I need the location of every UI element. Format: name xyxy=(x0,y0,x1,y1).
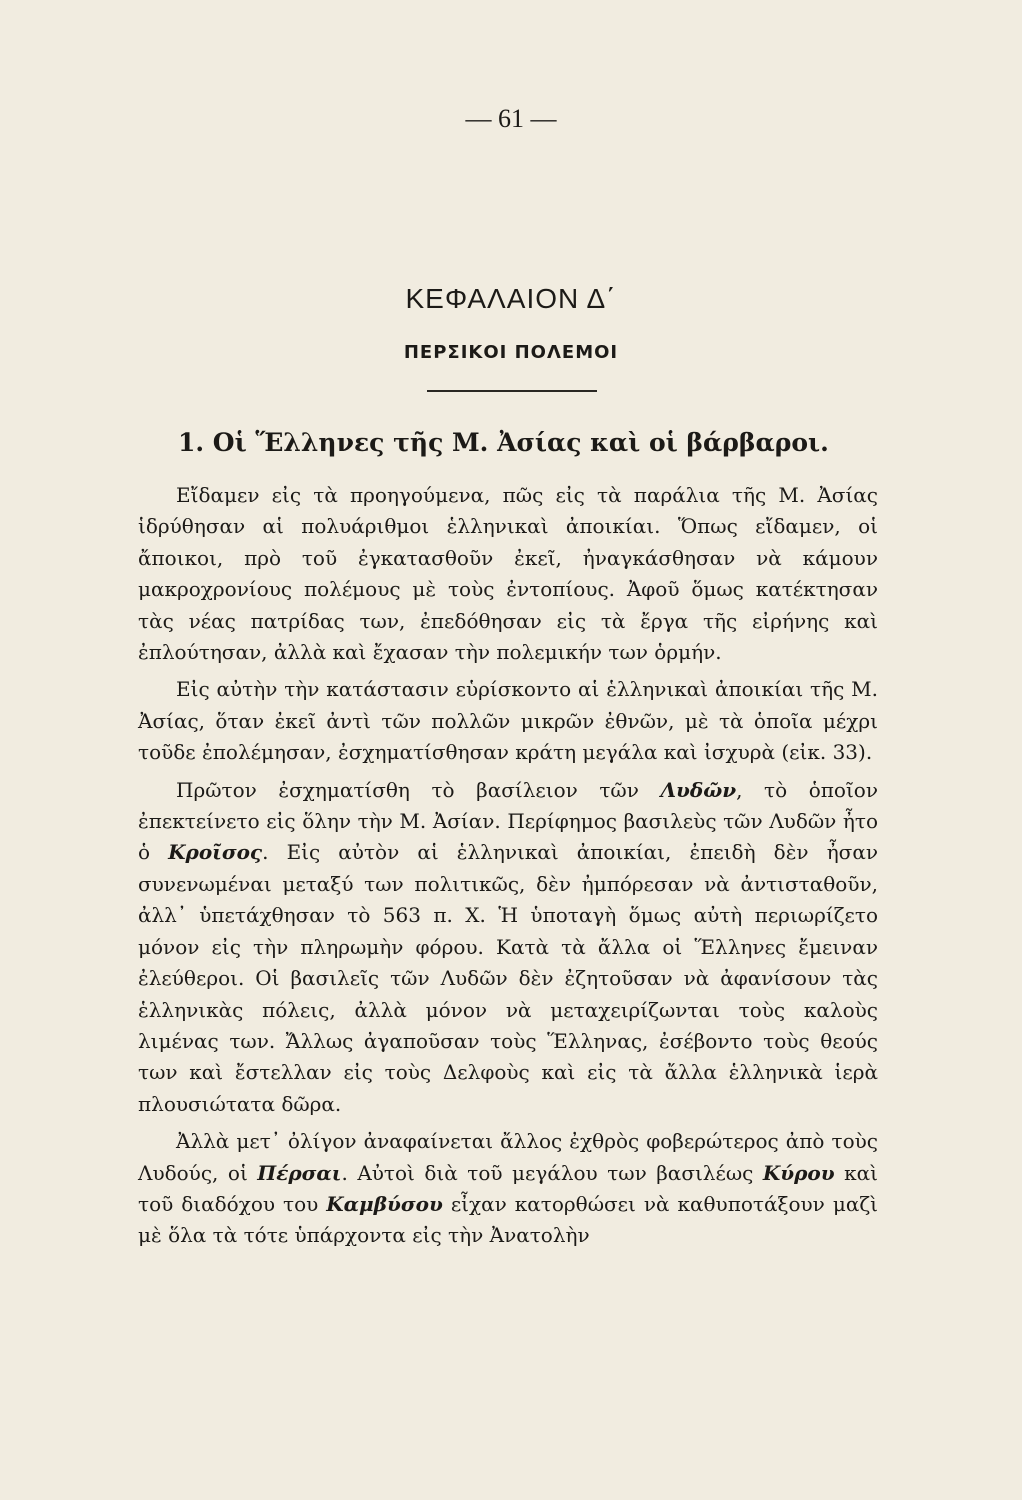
paragraph-text: Εἰς αὐτὴν τὴν κατάστασιν εὑρίσκοντο αἱ ἑλληνικαὶ ἀποικίαι τῆς Μ. Ἀσίας, ὅταν ἐκεῖ ἀντὶ τῶν πολλῶν μικρῶν ἐθνῶν, μὲ τὰ ὁποῖα μέχρι τοῦδε ἐπολέμησαν, ἐσχηματίσθησαν κράτη μεγάλα καὶ ἰσχυρὰ (εἰκ. 33). xyxy=(138,677,878,765)
emphasis-persians: Πέρσαι xyxy=(257,1160,342,1185)
emphasis-croesus: Κροῖσος xyxy=(168,840,263,865)
paragraph-text: . Αὐτοὶ διὰ τοῦ μεγάλου των βασιλέως xyxy=(341,1160,763,1185)
paragraph-text: Ἀλλὰ μετ᾽ ὀλίγον ἀναφαίνεται ἄλλος ἐχθρὸς φοβερώτερος ἀπὸ τοὺς Λυδούς, οἱ xyxy=(138,1129,878,1185)
paragraph-1 xyxy=(138,480,878,668)
body-text xyxy=(138,480,878,1252)
emphasis-lydians: Λυδῶν xyxy=(660,777,737,802)
paragraph-2 xyxy=(138,674,878,768)
title-rule xyxy=(427,390,597,392)
paragraph-text: Εἴδαμεν εἰς τὰ προηγούμενα, πῶς εἰς τὰ παράλια τῆς Μ. Ἀσίας ἱδρύθησαν αἱ πολυάριθμοι ἑλληνικαὶ ἀποικίαι. Ὅπως εἴδαμεν, οἱ ἄποικοι, πρὸ τοῦ ἐγκατασθοῦν ἐκεῖ, ἠναγκάσθησαν νὰ κάμουν μακροχρονίους πολέμους μὲ τοὺς ἐντοπίους. Ἀφοῦ ὅμως κατέκτησαν τὰς νέας πατρίδας των, ἐπεδόθησαν εἰς τὰ ἔργα τῆς εἰρήνης καὶ ἐπλούτησαν, ἀλλὰ καὶ ἔχασαν τὴν πολεμικήν των ὁρμήν. xyxy=(138,483,878,665)
paragraph-text: . Εἰς αὐτὸν αἱ ἑλληνικαὶ ἀποικίαι, ἐπειδὴ δὲν ἦσαν συνενωμέναι μεταξύ των πολιτικῶς, δὲν ἠμπόρεσαν νὰ ἀντισταθοῦν, ἀλλ᾽ ὑπετάχθησαν τὸ 563 π. Χ. Ἡ ὑποταγὴ ὅμως αὐτὴ περιωρίζετο μόνον εἰς τὴν πληρωμὴν φόρου. Κατὰ τὰ ἄλλα οἱ Ἕλληνες ἔμειναν ἐλεύθεροι. Οἱ βασιλεῖς τῶν Λυδῶν δὲν ἐζητοῦσαν νὰ ἀφανίσουν τὰς ἑλληνικὰς πόλεις, ἀλλὰ μόνον νὰ μεταχειρίζωνται τοὺς καλοὺς λιμένας των. Ἄλλως ἀγαποῦσαν τοὺς Ἕλληνας, ἐσέβοντο τοὺς θεούς των καὶ ἔστελλαν εἰς τοὺς Δελφοὺς καὶ εἰς τὰ ἄλλα ἑλληνικὰ ἱερὰ πλουσιώτατα δῶρα. xyxy=(138,840,878,1116)
paragraph-4 xyxy=(138,1126,878,1252)
chapter-title: ΚΕΦΑΛΑΙΟΝ Δ΄ xyxy=(405,283,617,314)
paragraph-text: , τὸ ὁποῖον ἐπεκτείνετο εἰς ὅλην τὴν Μ. Ἀσίαν. Περίφημος βασιλεὺς τῶν Λυδῶν ἦτο ὁ xyxy=(138,777,878,865)
paragraph-3 xyxy=(138,775,878,1120)
paragraph-text: εἶχαν κατορθώσει νὰ καθυποτάξουν μαζὶ μὲ ὅλα τὰ τότε ὑπάρχοντα εἰς τὴν Ἀνατολὴν xyxy=(138,1191,879,1248)
paragraph-text: Πρῶτον ἐσχηματίσθη τὸ βασίλειον τῶν xyxy=(176,777,661,802)
emphasis-cyrus: Κύρου xyxy=(762,1160,835,1185)
section-heading: 1. Οἱ Ἕλληνες τῆς Μ. Ἀσίας καὶ οἱ βάρβαροι. xyxy=(178,428,829,457)
emphasis-cambyses: Καμβύσου xyxy=(326,1191,443,1216)
page-number: — 61 — xyxy=(465,104,557,133)
paragraph-text: καὶ τοῦ διαδόχου του xyxy=(138,1160,878,1216)
chapter-subtitle: ΠΕΡΣΙΚΟΙ ΠΟΛΕΜΟΙ xyxy=(403,342,619,363)
